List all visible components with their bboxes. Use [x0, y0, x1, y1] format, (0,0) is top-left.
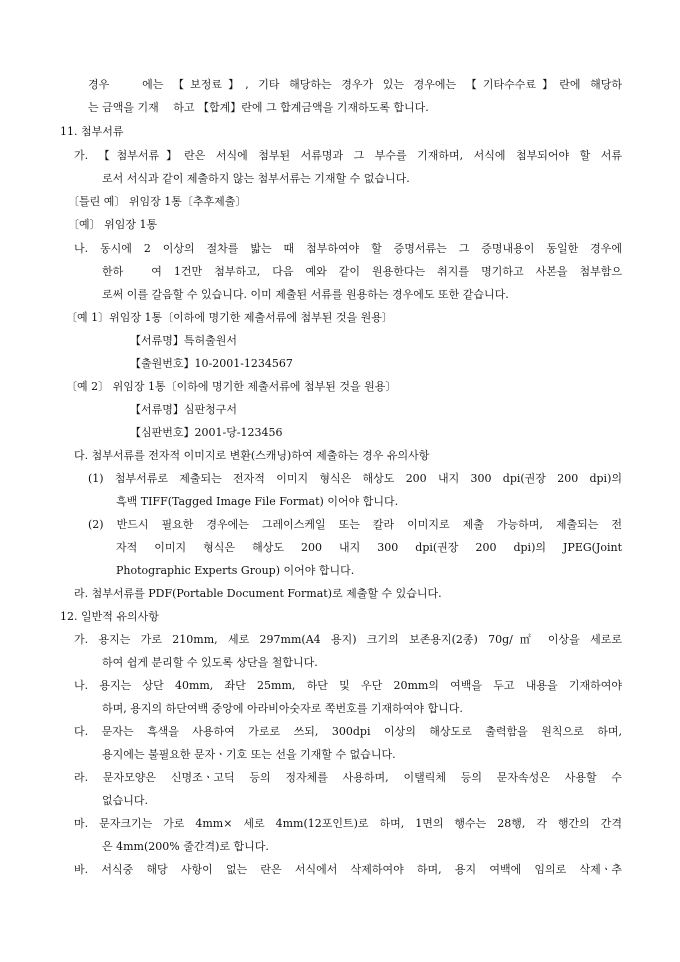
- text-line: 하여 쉽게 분리할 수 있도록 상단을 철합니다.: [102, 656, 318, 669]
- example-detail: 【서류명】심판청구서: [130, 403, 238, 416]
- example-detail: 【서류명】특허출원서: [130, 334, 238, 347]
- text-line: 바. 서식중 해당 사항이 없는 란은 서식에서 삭제하여야 하며, 용지 여백에 임의로 삭제ㆍ추: [74, 863, 622, 876]
- text-line: 경우 에는 【보정료】, 기타 해당하는 경우가 있는 경우에는 【기타수수료】란에 해당하: [88, 78, 622, 91]
- text-line: 은 4mm(200% 줄간격)로 합니다.: [102, 840, 269, 853]
- text-line: Photographic Experts Group) 이어야 합니다.: [116, 564, 355, 577]
- text-line: 나. 용지는 상단 40mm, 좌단 25mm, 하단 및 우단 20mm의 여백을 두고 내용을 기재하여야: [74, 679, 622, 692]
- example-detail: 【출원번호】10-2001-1234567: [130, 357, 293, 370]
- text-line: (1) 첨부서류로 제출되는 전자적 이미지 형식은 해상도 200 내지 300 dpi(권장 200 dpi)의: [88, 472, 622, 485]
- text-line: 흑백 TIFF(Tagged Image File Format) 이어야 합니다.: [116, 495, 399, 508]
- text-line: 라. 문자모양은 신명조ㆍ고딕 등의 정자체를 사용하며, 이탤릭체 등의 문자속성은 사용할 수: [74, 771, 622, 784]
- text-line: 나. 동시에 2 이상의 절차를 밟는 때 첨부하여야 할 증명서류는 그 증명내용이 동일한 경우에: [74, 242, 622, 255]
- text-line: 용지에는 불필요한 문자ㆍ기호 또는 선을 기재할 수 없습니다.: [102, 748, 396, 761]
- section-heading: 11. 첨부서류: [60, 125, 124, 138]
- example-line: 〔예 1〕위임장 1통〔이하에 명기한 제출서류에 첨부된 것을 원용〕: [66, 311, 393, 324]
- text-line: 가. 【첨부서류】란은 서식에 첨부된 서류명과 그 부수를 기재하며, 서식에 첨부되어야 할 서류: [74, 149, 622, 162]
- text-line: 다. 문자는 흑색을 사용하여 가로로 쓰되, 300dpi 이상의 해상도로 출력함을 원칙으로 하며,: [74, 725, 622, 738]
- text-line: 다. 첨부서류를 전자적 이미지로 변환(스캐닝)하여 제출하는 경우 유의사항: [74, 449, 430, 462]
- text-line: 는 금액을 기재 하고 【합계】란에 그 합계금액을 기재하도록 합니다.: [88, 101, 429, 114]
- section-heading: 12. 일반적 유의사항: [60, 610, 159, 623]
- text-line: 라. 첨부서류를 PDF(Portable Document Format)로 제출할 수 있습니다.: [74, 587, 442, 600]
- text-line: 로서 서식과 같이 제출하지 않는 첨부서류는 기재할 수 없습니다.: [102, 172, 410, 185]
- text-line: 하며, 용지의 하단여백 중앙에 아라비아숫자로 쪽번호를 기재하여야 합니다.: [102, 702, 463, 715]
- text-line: 가. 용지는 가로 210mm, 세로 297mm(A4 용지) 크기의 보존용지(2종) 70g/㎡ 이상을 세로로: [74, 633, 622, 646]
- example-line: 〔틀린 예〕 위임장 1통〔추후제출〕: [68, 195, 247, 208]
- example-detail: 【심판번호】2001-당-123456: [130, 426, 283, 439]
- example-line: 〔예 2〕 위임장 1통〔이하에 명기한 제출서류에 첨부된 것을 원용〕: [66, 380, 397, 393]
- text-line: 마. 문자크기는 가로 4mm× 세로 4mm(12포인트)로 하며, 1면의 행수는 28행, 각 행간의 간격: [74, 817, 622, 830]
- text-line: 자적 이미지 형식은 해상도 200 내지 300 dpi(권장 200 dpi)의 JPEG(Joint: [116, 541, 622, 554]
- text-line: 없습니다.: [102, 794, 149, 807]
- text-line: 로써 이를 갈음할 수 있습니다. 이미 제출된 서류를 원용하는 경우에도 또한 같습니다.: [102, 288, 509, 301]
- example-line: 〔예〕 위임장 1통: [68, 218, 158, 231]
- text-line: (2) 반드시 필요한 경우에는 그레이스케일 또는 칼라 이미지로 제출 가능하며, 제출되는 전: [88, 518, 622, 531]
- text-line: 한하 여 1건만 첨부하고, 다음 예와 같이 원용한다는 취지를 명기하고 사본을 첨부함으: [102, 265, 622, 278]
